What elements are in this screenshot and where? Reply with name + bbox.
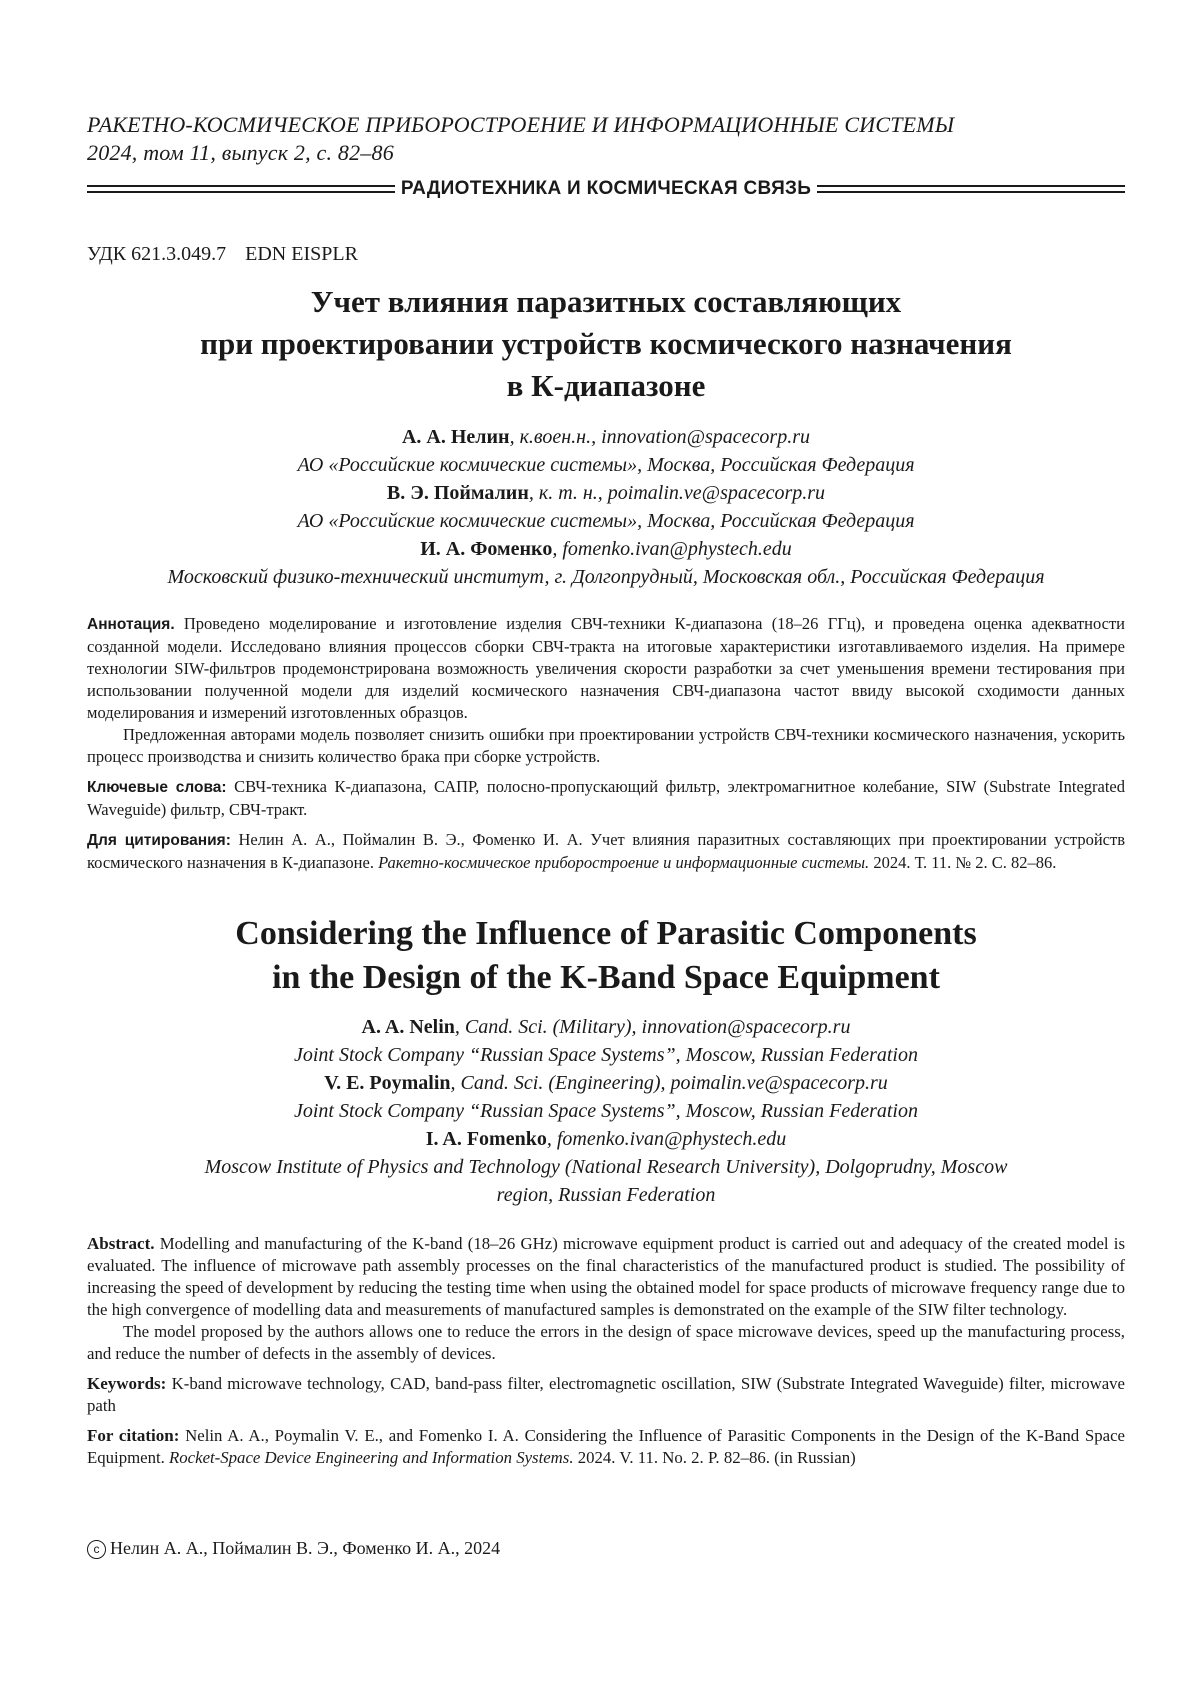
author-affiliation: АО «Российские космические системы», Москва, Российская Федерация	[297, 510, 915, 532]
citation-tail: 2024. Т. 11. № 2. С. 82–86.	[869, 853, 1057, 872]
left-double-rule	[87, 185, 395, 193]
author-line	[87, 423, 1125, 451]
citation-journal: Ракетно-космическое приборостроение и информационные системы.	[378, 853, 870, 872]
keywords	[87, 776, 1125, 821]
title-en-line: in the Design of the K-Band Space Equipment	[272, 959, 940, 996]
section-title: РАДИОТЕХНИКА И КОСМИЧЕСКАЯ СВЯЗЬ	[400, 178, 812, 199]
author-degree-email: , fomenko.ivan@phystech.edu	[546, 1128, 787, 1150]
citation-label: Для цитирования:	[87, 832, 231, 849]
journal-issue: 2024, том 11, выпуск 2, с. 82–86	[87, 140, 394, 165]
author-degree-email: , к. т. н., poimalin.ve@spacecorp.ru	[528, 482, 826, 504]
citation	[87, 1425, 1125, 1469]
abstract-paragraph-2: The model proposed by the authors allows one to reduce the errors in the design of space microwave devices, speed up the manufacturing process, and reduce the number of defects in the assembly of devices.	[87, 1322, 1125, 1363]
author-affiliation: Joint Stock Company “Russian Space Systems”, Moscow, Russian Federation	[293, 1044, 918, 1066]
abstract-ru	[87, 613, 1125, 874]
author-name: V. E. Poymalin	[324, 1072, 451, 1094]
citation-tail: 2024. V. 11. No. 2. P. 82–86. (in Russian)	[573, 1448, 856, 1467]
author-name: A. A. Nelin	[361, 1016, 455, 1038]
copyright-icon: c	[87, 1540, 106, 1559]
udk-line	[87, 243, 372, 266]
author-degree-email: , Cand. Sci. (Military), innovation@spacecorp.ru	[454, 1016, 851, 1038]
section-banner	[87, 176, 1125, 202]
title-en	[87, 912, 1125, 1000]
author-name: А. А. Нелин	[401, 426, 510, 448]
abstract-en	[87, 1233, 1125, 1469]
abstract-text: Modelling and manufacturing of the K-band (18–26 GHz) microwave equipment product is carried out and adequacy of the created model is evaluated. The influence of microwave path assembly processes on the final characteristics of the manufactured product is studied. The possibility of increasing the speed of development by reducing the testing time when using the obtained model for space products of microwave frequency range due to the high convergence of modelling data and measurements of manufactured samples is demonstrated on the example of the SIW filter technology.	[87, 1234, 1125, 1319]
udk-code: УДК 621.3.049.7	[87, 243, 227, 265]
author-name: I. A. Fomenko	[425, 1128, 547, 1150]
copyright-text: Нелин А. А., Поймалин В. Э., Фоменко И. А., 2024	[110, 1538, 501, 1558]
author-degree-email: , Cand. Sci. (Engineering), poimalin.ve@spacecorp.ru	[450, 1072, 888, 1094]
keywords-text: K-band microwave technology, CAD, band-pass filter, electromagnetic oscillation, SIW (Substrate Integrated Waveguide) filter, microwave path	[87, 1374, 1125, 1415]
title-ru-line: в К-диапазоне	[506, 368, 706, 403]
authors-en	[87, 1013, 1125, 1209]
citation-text: Нелин А. А., Поймалин В. Э., Фоменко И. А. Учет влияния паразитных составляющих при проектировании устройств космического назначения в К-диапазоне.	[87, 830, 1125, 872]
copyright-line	[87, 1538, 500, 1559]
author-line	[87, 479, 1125, 507]
authors-ru	[87, 423, 1125, 591]
abstract-text: Проведено моделирование и изготовление изделия СВЧ-техники К-диапазона (18–26 ГГц), и проведена оценка адекватности созданной модели. Исследовано влияния процессов сборки СВЧ-тракта на итоговые характеристики изготавливаемого изделия. На примере технологии SIW-фильтров продемонстрирована возможность увеличения скорости разработки за счет уменьшения времени тестирования при использовании полученной модели для изделий космического назначения СВЧ-диапазона частот ввиду высокой сходимости данных моделирования и измерений изготовленных образцов.	[87, 614, 1125, 722]
abstract-paragraph	[87, 613, 1125, 724]
author-line	[87, 1125, 1125, 1153]
abstract-paragraph	[87, 1233, 1125, 1321]
author-affiliation: АО «Российские космические системы», Москва, Российская Федерация	[297, 454, 915, 476]
author-line	[87, 1069, 1125, 1097]
author-name: И. А. Фоменко	[420, 538, 553, 560]
title-en-line: Considering the Influence of Parasitic Components	[235, 915, 977, 952]
author-line	[87, 1013, 1125, 1041]
citation	[87, 829, 1125, 874]
citation-journal: Rocket-Space Device Engineering and Information Systems.	[169, 1448, 574, 1467]
author-line	[87, 535, 1125, 563]
title-ru-line: при проектировании устройств космического назначения	[200, 326, 1012, 361]
author-degree-email: , к.воен.н., innovation@spacecorp.ru	[509, 426, 810, 448]
author-degree-email: , fomenko.ivan@phystech.edu	[552, 538, 792, 560]
citation-text: Nelin A. A., Poymalin V. E., and Fomenko I. A. Considering the Influence of Parasitic Components in the Design of the K-Band Space Equipment.	[87, 1426, 1125, 1467]
abstract-label: Abstract.	[87, 1234, 155, 1253]
author-affiliation: Московский физико-технический институт, г. Долгопрудный, Московская обл., Российская Федерация	[167, 566, 1045, 588]
journal-header	[87, 111, 954, 167]
author-affiliation: Joint Stock Company “Russian Space Systems”, Moscow, Russian Federation	[293, 1100, 918, 1122]
right-double-rule	[817, 185, 1125, 193]
author-name: В. Э. Поймалин	[386, 482, 529, 504]
keywords-text: СВЧ-техника К-диапазона, САПР, полосно-пропускающий фильтр, электромагнитное колебание, SIW (Substrate Integrated Waveguide) фильтр, СВЧ-тракт.	[87, 777, 1125, 819]
journal-name: РАКЕТНО-КОСМИЧЕСКОЕ ПРИБОРОСТРОЕНИЕ И ИНФОРМАЦИОННЫЕ СИСТЕМЫ	[87, 112, 955, 137]
author-affiliation: Moscow Institute of Physics and Technology (National Research University), Dolgoprudny, Moscow region, Russian Federation	[204, 1156, 1008, 1206]
keywords	[87, 1373, 1125, 1417]
edn-code: EDN EISPLR	[245, 243, 358, 265]
citation-label: For citation:	[87, 1426, 180, 1445]
title-ru-line: Учет влияния паразитных составляющих	[310, 284, 902, 319]
abstract-paragraph-2: Предложенная авторами модель позволяет снизить ошибки при проектировании устройств СВЧ-техники космического назначения, ускорить процесс производства и снизить количество брака при сборке устройств.	[87, 725, 1125, 766]
title-ru	[87, 281, 1125, 407]
keywords-label: Ключевые слова:	[87, 779, 227, 796]
abstract-label: Аннотация.	[87, 616, 175, 633]
keywords-label: Keywords:	[87, 1374, 167, 1393]
